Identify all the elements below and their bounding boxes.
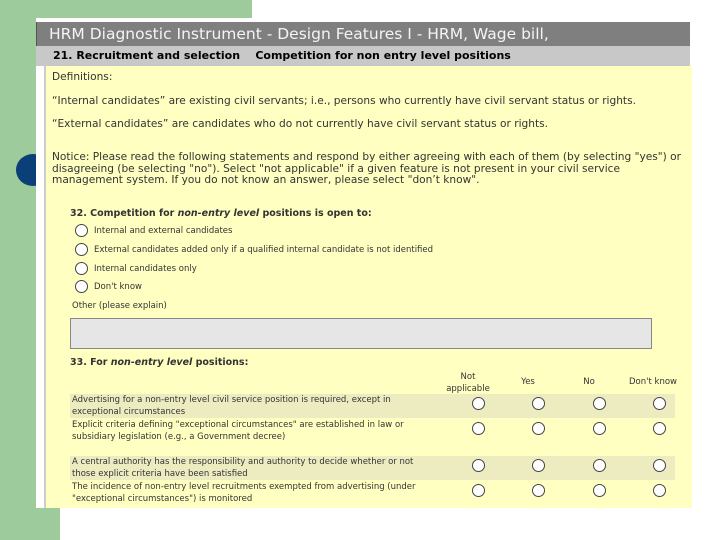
q32-option[interactable]: External candidates added only if a qualified internal candidate is not identified — [75, 243, 433, 256]
window-title: HRM Diagnostic Instrument - Design Features I - HRM, Wage bill, — [36, 22, 690, 46]
radio-button[interactable] — [532, 422, 545, 435]
radio-button[interactable] — [472, 459, 485, 472]
table-row: A central authority has the responsibility and authority to decide whether or not those explicit criteria have been satisfied — [70, 456, 675, 480]
radio-button[interactable] — [75, 280, 88, 293]
column-header: Not applicable — [446, 372, 490, 394]
definitions-heading: Definitions: — [52, 71, 113, 83]
radio-button[interactable] — [593, 397, 606, 410]
radio-button[interactable] — [532, 397, 545, 410]
radio-button[interactable] — [593, 459, 606, 472]
q32-label: 32. Competition for non-entry level positions is open to: — [70, 208, 372, 219]
column-header: Don't know — [629, 377, 677, 387]
q32-option[interactable]: Internal candidates only — [75, 262, 197, 275]
table-row: Advertising for a non-entry level civil service position is required, except in exceptional circumstances — [70, 394, 675, 418]
other-label: Other (please explain) — [72, 301, 167, 311]
radio-button[interactable] — [532, 484, 545, 497]
column-header: No — [583, 377, 595, 387]
radio-button[interactable] — [653, 397, 666, 410]
radio-button[interactable] — [593, 484, 606, 497]
radio-button[interactable] — [472, 397, 485, 410]
notice-text: Notice: Please read the following statements and respond by either agreeing with each of them (by selecting "yes") or disagreeing (be selecting "no"). Select "not applicable" if a given feature is not present in your civil service management system. If you do not know an answer, please select "don’t know". — [52, 151, 681, 186]
radio-button[interactable] — [472, 422, 485, 435]
radio-button[interactable] — [532, 459, 545, 472]
column-header: Yes — [521, 377, 535, 387]
radio-button[interactable] — [653, 459, 666, 472]
radio-button[interactable] — [75, 262, 88, 275]
q32-option[interactable]: Internal and external candidates — [75, 224, 232, 237]
section-header: 21. Recruitment and selection Competition for non entry level positions — [36, 46, 690, 66]
radio-button[interactable] — [653, 484, 666, 497]
form-body — [44, 66, 692, 508]
q32-option[interactable]: Don't know — [75, 280, 142, 293]
survey-screenshot — [36, 18, 690, 508]
radio-button[interactable] — [593, 422, 606, 435]
q33-label: 33. For non-entry level positions: — [70, 357, 249, 368]
definition-internal: “Internal candidates” are existing civil servants; i.e., persons who currently have civil servant status or rights. — [52, 95, 636, 107]
radio-button[interactable] — [75, 243, 88, 256]
table-row: Explicit criteria defining "exceptional circumstances" are established in law or subsidiary legislation (e.g., a Government decree) — [70, 419, 675, 455]
definition-external: “External candidates” are candidates who do not currently have civil servant status or rights. — [52, 118, 548, 130]
radio-button[interactable] — [75, 224, 88, 237]
table-row: The incidence of non-entry level recruitments exempted from advertising (under "exceptional circumstances") is monitored — [70, 481, 675, 505]
radio-button[interactable] — [653, 422, 666, 435]
radio-button[interactable] — [472, 484, 485, 497]
other-textarea[interactable] — [70, 318, 652, 349]
